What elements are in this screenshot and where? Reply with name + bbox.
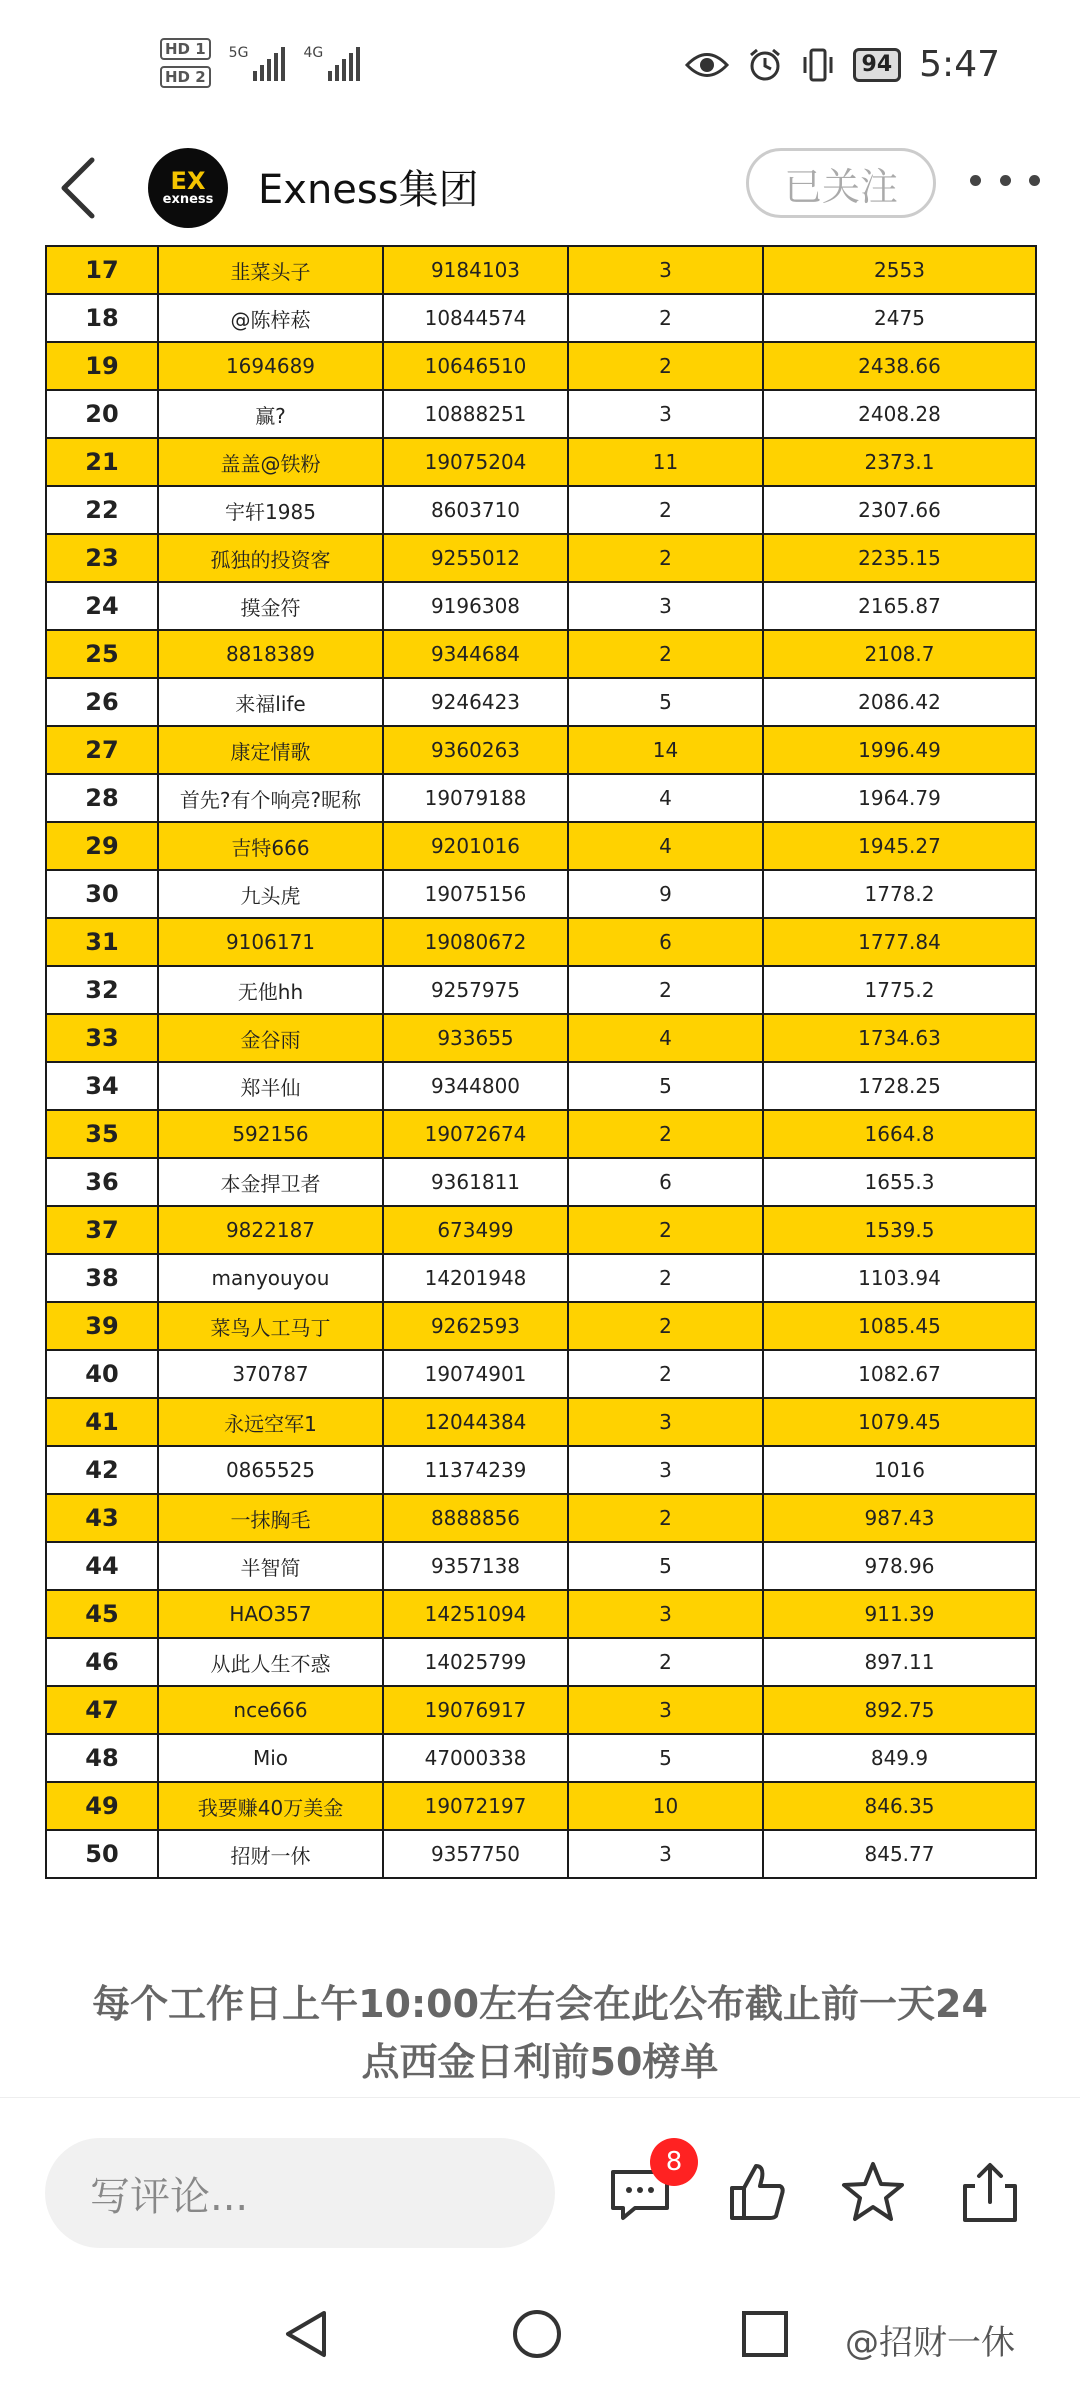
cell-account: 19075156 (383, 870, 568, 918)
cell-rank: 36 (46, 1158, 158, 1206)
cell-rank: 24 (46, 582, 158, 630)
cell-account: 933655 (383, 1014, 568, 1062)
table-row (46, 822, 1036, 870)
cell-count: 2 (568, 630, 763, 678)
cell-profit: 1777.84 (763, 918, 1036, 966)
cell-rank: 49 (46, 1782, 158, 1830)
more-dot-icon (970, 175, 981, 186)
cell-count: 3 (568, 1398, 763, 1446)
cell-rank: 26 (46, 678, 158, 726)
cell-count: 3 (568, 1590, 763, 1638)
chevron-left-icon (50, 148, 110, 228)
cell-name: 九头虎 (158, 870, 383, 918)
sim2-hd-badge: HD 2 (160, 66, 211, 88)
table-row (46, 1830, 1036, 1878)
cell-name: 孤独的投资客 (158, 534, 383, 582)
cell-profit: 2086.42 (763, 678, 1036, 726)
cell-count: 2 (568, 1206, 763, 1254)
cell-rank: 38 (46, 1254, 158, 1302)
table-row (46, 1638, 1036, 1686)
cell-name: nce666 (158, 1686, 383, 1734)
system-nav-bar (0, 2257, 1080, 2400)
cell-rank: 33 (46, 1014, 158, 1062)
signal-group (160, 38, 360, 88)
cell-count: 4 (568, 1014, 763, 1062)
cell-count: 3 (568, 1446, 763, 1494)
cell-rank: 20 (46, 390, 158, 438)
cell-rank: 22 (46, 486, 158, 534)
cell-account: 14251094 (383, 1590, 568, 1638)
ranking-table-viewport[interactable] (0, 245, 1080, 1950)
cell-rank: 17 (46, 246, 158, 294)
cell-account: 9257975 (383, 966, 568, 1014)
cell-profit: 892.75 (763, 1686, 1036, 1734)
cell-account: 12044384 (383, 1398, 568, 1446)
cell-rank: 19 (46, 342, 158, 390)
nav-back-icon[interactable] (280, 2307, 334, 2361)
article-caption (0, 1975, 1080, 2095)
cell-count: 4 (568, 822, 763, 870)
table-row (46, 1782, 1036, 1830)
cell-profit: 1945.27 (763, 822, 1036, 870)
cell-account: 19074901 (383, 1350, 568, 1398)
cell-rank: 41 (46, 1398, 158, 1446)
watermark: @招财一休 (845, 2323, 1015, 2363)
table-row (46, 1686, 1036, 1734)
cell-profit: 2235.15 (763, 534, 1036, 582)
cell-profit: 2553 (763, 246, 1036, 294)
cell-profit: 1082.67 (763, 1350, 1036, 1398)
thumbs-up-icon (722, 2158, 792, 2228)
table-row (46, 1494, 1036, 1542)
cell-rank: 29 (46, 822, 158, 870)
cell-account: 9201016 (383, 822, 568, 870)
sim2-signal-icon: 4G (303, 45, 360, 81)
cell-profit: 845.77 (763, 1830, 1036, 1878)
cell-profit: 846.35 (763, 1782, 1036, 1830)
cell-profit: 2438.66 (763, 342, 1036, 390)
alarm-icon (747, 47, 783, 83)
cell-name: 菜鸟人工马丁 (158, 1302, 383, 1350)
cell-count: 3 (568, 1830, 763, 1878)
cell-count: 2 (568, 1350, 763, 1398)
cell-profit: 1996.49 (763, 726, 1036, 774)
table-row (46, 342, 1036, 390)
cell-name: 盖盖@铁粉 (158, 438, 383, 486)
more-dot-icon (1000, 175, 1011, 186)
nav-home-icon[interactable] (510, 2307, 564, 2361)
cell-account: 10888251 (383, 390, 568, 438)
bottom-action-bar (0, 2097, 1080, 2258)
cell-profit: 2408.28 (763, 390, 1036, 438)
share-button[interactable] (955, 2158, 1025, 2228)
sim1-hd-badge: HD 1 (160, 38, 211, 60)
cell-rank: 46 (46, 1638, 158, 1686)
cell-account: 9255012 (383, 534, 568, 582)
cell-rank: 44 (46, 1542, 158, 1590)
cell-count: 2 (568, 1638, 763, 1686)
table-row (46, 1206, 1036, 1254)
cell-profit: 2475 (763, 294, 1036, 342)
cell-account: 9360263 (383, 726, 568, 774)
cell-count: 5 (568, 1734, 763, 1782)
cell-name: 0865525 (158, 1446, 383, 1494)
cell-rank: 23 (46, 534, 158, 582)
cell-name: 来福life (158, 678, 383, 726)
cell-name: 摸金符 (158, 582, 383, 630)
table-row (46, 1590, 1036, 1638)
cell-count: 10 (568, 1782, 763, 1830)
clock: 5:47 (919, 44, 1000, 85)
status-right (685, 44, 1000, 85)
ranking-table (45, 245, 1037, 1879)
cell-account: 14201948 (383, 1254, 568, 1302)
vibrate-icon (801, 47, 835, 83)
cell-count: 2 (568, 486, 763, 534)
cell-name: 我要赚40万美金 (158, 1782, 383, 1830)
table-row (46, 630, 1036, 678)
cell-rank: 47 (46, 1686, 158, 1734)
cell-rank: 40 (46, 1350, 158, 1398)
exness-logo-text: exness (162, 192, 214, 207)
cell-profit: 978.96 (763, 1542, 1036, 1590)
cell-rank: 32 (46, 966, 158, 1014)
cell-account: 9344800 (383, 1062, 568, 1110)
cell-profit: 1016 (763, 1446, 1036, 1494)
cell-account: 8603710 (383, 486, 568, 534)
cell-account: 19072674 (383, 1110, 568, 1158)
cell-name: @陈梓菘 (158, 294, 383, 342)
table-row (46, 294, 1036, 342)
cell-profit: 1775.2 (763, 966, 1036, 1014)
cell-profit: 1728.25 (763, 1062, 1036, 1110)
cell-account: 9344684 (383, 630, 568, 678)
cell-rank: 37 (46, 1206, 158, 1254)
table-row (46, 1350, 1036, 1398)
cell-rank: 21 (46, 438, 158, 486)
cell-profit: 1734.63 (763, 1014, 1036, 1062)
cell-count: 3 (568, 1686, 763, 1734)
app-header (0, 130, 1080, 245)
battery-icon: 94 (853, 48, 902, 82)
cell-name: 赢? (158, 390, 383, 438)
cell-profit: 1778.2 (763, 870, 1036, 918)
cell-rank: 25 (46, 630, 158, 678)
cell-profit: 911.39 (763, 1590, 1036, 1638)
cell-name: 370787 (158, 1350, 383, 1398)
nav-recents-icon[interactable] (740, 2309, 790, 2359)
follow-button[interactable]: 已关注 (746, 148, 936, 218)
cell-account: 9184103 (383, 246, 568, 294)
table-row (46, 1254, 1036, 1302)
table-row (46, 966, 1036, 1014)
cell-name: 康定情歌 (158, 726, 383, 774)
avatar[interactable] (148, 148, 228, 228)
cell-account: 14025799 (383, 1638, 568, 1686)
cell-profit: 2165.87 (763, 582, 1036, 630)
cell-count: 2 (568, 966, 763, 1014)
cell-count: 2 (568, 1110, 763, 1158)
back-button[interactable] (50, 148, 110, 228)
cell-profit: 2108.7 (763, 630, 1036, 678)
star-icon (838, 2158, 908, 2228)
cell-count: 2 (568, 294, 763, 342)
cell-account: 19079188 (383, 774, 568, 822)
cell-profit: 2307.66 (763, 486, 1036, 534)
cell-count: 3 (568, 582, 763, 630)
cell-name: 首先?有个响亮?昵称 (158, 774, 383, 822)
cell-rank: 45 (46, 1590, 158, 1638)
table-row (46, 678, 1036, 726)
cell-name: 无他hh (158, 966, 383, 1014)
cell-profit: 1664.8 (763, 1110, 1036, 1158)
cell-name: 9106171 (158, 918, 383, 966)
cell-rank: 34 (46, 1062, 158, 1110)
table-row (46, 1014, 1036, 1062)
cell-rank: 27 (46, 726, 158, 774)
cell-rank: 50 (46, 1830, 158, 1878)
cell-rank: 43 (46, 1494, 158, 1542)
cell-count: 9 (568, 870, 763, 918)
cell-account: 19080672 (383, 918, 568, 966)
cell-count: 5 (568, 678, 763, 726)
cell-name: Mio (158, 1734, 383, 1782)
cell-name: 一抹胸毛 (158, 1494, 383, 1542)
cell-profit: 1655.3 (763, 1158, 1036, 1206)
cell-count: 6 (568, 1158, 763, 1206)
cell-rank: 42 (46, 1446, 158, 1494)
cell-count: 2 (568, 342, 763, 390)
table-row (46, 726, 1036, 774)
cell-name: 8818389 (158, 630, 383, 678)
cell-count: 11 (568, 438, 763, 486)
cell-name: HAO357 (158, 1590, 383, 1638)
more-options-button[interactable] (970, 160, 1040, 200)
cell-count: 5 (568, 1062, 763, 1110)
cell-account: 10646510 (383, 342, 568, 390)
cell-profit: 987.43 (763, 1494, 1036, 1542)
cell-count: 2 (568, 1302, 763, 1350)
cell-account: 47000338 (383, 1734, 568, 1782)
table-row (46, 1062, 1036, 1110)
table-row (46, 774, 1036, 822)
table-row (46, 1734, 1036, 1782)
cell-name: 郑半仙 (158, 1062, 383, 1110)
cell-name: 592156 (158, 1110, 383, 1158)
cell-name: 半智简 (158, 1542, 383, 1590)
table-row (46, 1542, 1036, 1590)
page-title[interactable]: Exness集团 (258, 167, 479, 213)
share-icon (955, 2158, 1025, 2228)
cell-rank: 28 (46, 774, 158, 822)
table-row (46, 918, 1036, 966)
cell-profit: 1085.45 (763, 1302, 1036, 1350)
cell-account: 673499 (383, 1206, 568, 1254)
table-row (46, 1398, 1036, 1446)
cell-account: 11374239 (383, 1446, 568, 1494)
cell-rank: 35 (46, 1110, 158, 1158)
exness-logo-mark: EX (170, 167, 206, 195)
cell-name: 宇轩1985 (158, 486, 383, 534)
cell-profit: 1539.5 (763, 1206, 1036, 1254)
cell-account: 19072197 (383, 1782, 568, 1830)
table-row (46, 246, 1036, 294)
cell-account: 9196308 (383, 582, 568, 630)
favorite-button[interactable] (838, 2158, 908, 2228)
cell-rank: 48 (46, 1734, 158, 1782)
cell-count: 6 (568, 918, 763, 966)
cell-name: 永远空军1 (158, 1398, 383, 1446)
cell-count: 2 (568, 534, 763, 582)
cell-account: 8888856 (383, 1494, 568, 1542)
cell-count: 4 (568, 774, 763, 822)
cell-account: 9357750 (383, 1830, 568, 1878)
cell-name: 招财一休 (158, 1830, 383, 1878)
table-row (46, 582, 1036, 630)
cell-profit: 897.11 (763, 1638, 1036, 1686)
table-row (46, 486, 1036, 534)
table-row (46, 1446, 1036, 1494)
cell-account: 19076917 (383, 1686, 568, 1734)
cell-profit: 849.9 (763, 1734, 1036, 1782)
cell-rank: 18 (46, 294, 158, 342)
cell-profit: 1103.94 (763, 1254, 1036, 1302)
cell-count: 2 (568, 1254, 763, 1302)
cell-count: 5 (568, 1542, 763, 1590)
cell-rank: 30 (46, 870, 158, 918)
cell-rank: 39 (46, 1302, 158, 1350)
cell-name: manyouyou (158, 1254, 383, 1302)
cell-account: 9246423 (383, 678, 568, 726)
cell-name: 9822187 (158, 1206, 383, 1254)
cell-count: 14 (568, 726, 763, 774)
like-button[interactable] (722, 2158, 792, 2228)
comment-input[interactable]: 写评论... (45, 2138, 555, 2248)
eye-icon (685, 50, 729, 80)
more-dot-icon (1029, 175, 1040, 186)
cell-name: 从此人生不惑 (158, 1638, 383, 1686)
cell-account: 10844574 (383, 294, 568, 342)
table-row (46, 870, 1036, 918)
cell-count: 2 (568, 1494, 763, 1542)
table-row (46, 1302, 1036, 1350)
table-row (46, 1158, 1036, 1206)
cell-name: 金谷雨 (158, 1014, 383, 1062)
sim1-signal-icon: 5G (229, 45, 286, 81)
caption-line-2: 点西金日利前50榜单 (361, 2040, 719, 2084)
cell-profit: 1964.79 (763, 774, 1036, 822)
cell-count: 3 (568, 246, 763, 294)
cell-name: 本金捍卫者 (158, 1158, 383, 1206)
caption-line-1: 每个工作日上午10:00左右会在此公布截止前一天24 (92, 1982, 988, 2026)
cell-account: 9361811 (383, 1158, 568, 1206)
cell-name: 1694689 (158, 342, 383, 390)
cell-account: 9262593 (383, 1302, 568, 1350)
cell-name: 吉特666 (158, 822, 383, 870)
cell-rank: 31 (46, 918, 158, 966)
comment-count-badge: 8 (650, 2138, 698, 2186)
cell-name: 韭菜头子 (158, 246, 383, 294)
cell-profit: 1079.45 (763, 1398, 1036, 1446)
cell-account: 19075204 (383, 438, 568, 486)
cell-account: 9357138 (383, 1542, 568, 1590)
table-row (46, 1110, 1036, 1158)
cell-count: 3 (568, 390, 763, 438)
table-row (46, 534, 1036, 582)
table-row (46, 438, 1036, 486)
table-row (46, 390, 1036, 438)
status-bar (0, 0, 1080, 130)
cell-profit: 2373.1 (763, 438, 1036, 486)
